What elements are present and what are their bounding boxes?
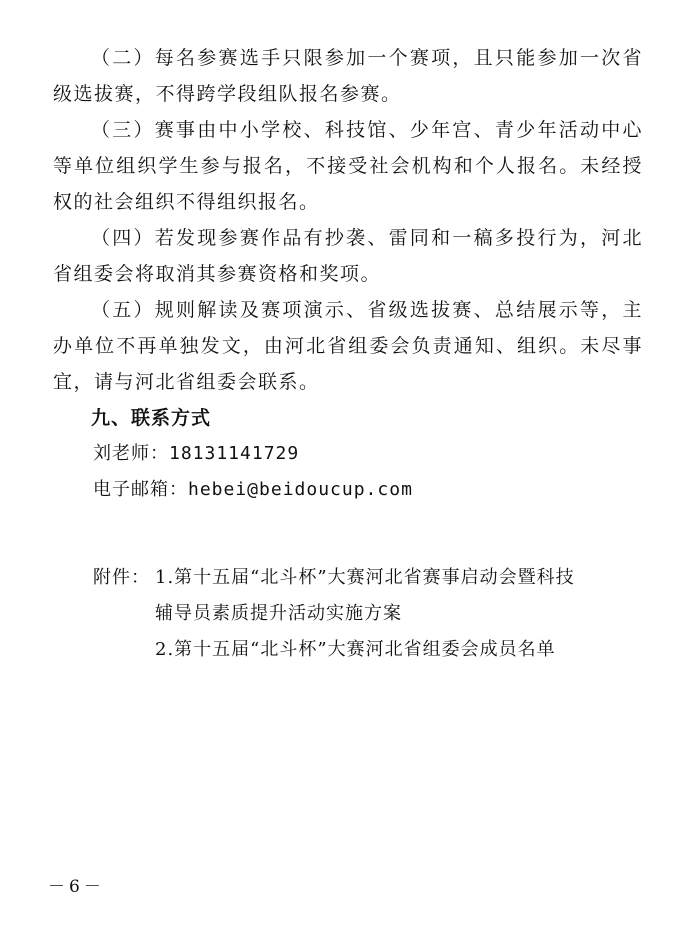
attachments-block (93, 560, 653, 668)
section-heading-contact: 九、联系方式 (91, 407, 212, 429)
paragraph-rule-5: （五）规则解读及赛项演示、省级选拔赛、总结展示等，主办单位不再单独发文，由河北省组委会负责通知、组织。未尽事宜，请与河北省组委会联系。 (53, 299, 643, 393)
attachment-1-line-1: 1.第十五届“北斗杯”大赛河北省赛事启动会暨科技 (155, 567, 575, 588)
contact-email: 电子邮箱：hebei@beidoucup.com (93, 479, 413, 500)
attachments-label: 附件： (93, 567, 150, 588)
attachment-2-line-1: 2.第十五届“北斗杯”大赛河北省组委会成员名单 (155, 639, 556, 660)
contact-phone: 刘老师：18131141729 (93, 443, 300, 464)
body-text (53, 40, 643, 508)
attachment-indent (93, 596, 155, 632)
paragraph-rule-4: （四）若发现参赛作品有抄袭、雷同和一稿多投行为，河北省组委会将取消其参赛资格和奖项。 (53, 227, 643, 285)
attachment-indent (93, 632, 155, 668)
page-number: －6－ (48, 877, 105, 897)
attachment-1-line-2: 辅导员素质提升活动实施方案 (155, 603, 402, 624)
paragraph-rule-2: （二）每名参赛选手只限参加一个赛项，且只能参加一次省级选拔赛，不得跨学段组队报名参赛。 (53, 47, 643, 105)
attachment-item-1 (93, 560, 653, 596)
attachment-item-1-continued (93, 596, 653, 632)
attachment-item-2 (93, 632, 653, 668)
paragraph-rule-3: （三）赛事由中小学校、科技馆、少年宫、青少年活动中心等单位组织学生参与报名，不接受社会机构和个人报名。未经授权的社会组织不得组织报名。 (53, 119, 643, 213)
